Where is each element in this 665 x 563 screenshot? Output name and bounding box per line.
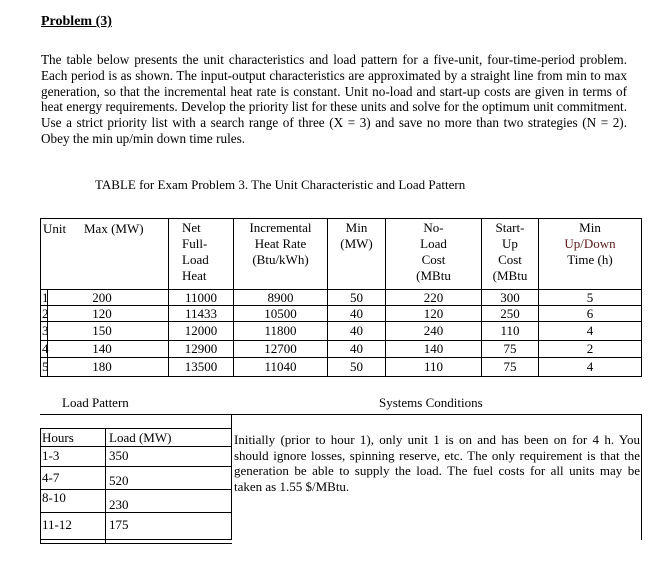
cell-unit: 5 xyxy=(42,359,49,374)
cell-min: 40 xyxy=(350,341,363,356)
cell-load: 350 xyxy=(109,448,129,463)
table-border-right xyxy=(641,218,642,377)
col-divider xyxy=(40,218,41,377)
cell-max: 140 xyxy=(92,341,112,356)
cell-net: 12000 xyxy=(184,323,218,338)
cell-unit: 3 xyxy=(42,323,49,338)
cell-load: 230 xyxy=(109,497,129,512)
header-start-up-cost: Start- Up Cost (MBtu xyxy=(492,220,528,283)
lp-row-divider xyxy=(40,512,232,513)
cell-startup: 110 xyxy=(500,323,520,338)
cell-updown: 2 xyxy=(586,341,594,356)
cell-noload: 220 xyxy=(423,290,444,305)
cell-min: 50 xyxy=(350,359,363,374)
lp-header-load: Load (MW) xyxy=(109,430,172,445)
cell-load: 175 xyxy=(109,517,129,532)
cell-noload: 110 xyxy=(423,359,444,374)
cell-incr: 11800 xyxy=(264,323,297,338)
cell-min: 40 xyxy=(350,306,363,321)
table-caption: TABLE for Exam Problem 3. The Unit Characteristic and Load Pattern xyxy=(95,177,466,192)
cell-hours: 8-10 xyxy=(42,490,66,505)
cell-max: 150 xyxy=(92,323,112,338)
lp-row-divider xyxy=(40,446,232,447)
lp-border-double xyxy=(40,543,232,544)
cell-max: 180 xyxy=(92,359,112,374)
cell-hours: 4-7 xyxy=(42,470,60,485)
cell-startup: 250 xyxy=(500,306,520,321)
problem-title: Problem (3) xyxy=(41,14,112,29)
system-conditions-title: Systems Conditions xyxy=(379,395,483,410)
lower-section-right-border xyxy=(641,414,642,540)
header-min-up-down-time: Min Up/Down Time (h) xyxy=(564,220,616,267)
cell-hours: 11-12 xyxy=(42,517,72,532)
cell-max: 200 xyxy=(92,290,112,305)
lower-section-divider xyxy=(231,414,232,540)
lower-section-top-rule xyxy=(40,414,642,415)
lp-border-left xyxy=(40,428,41,544)
cell-incr: 10500 xyxy=(264,306,297,321)
cell-incr: 8900 xyxy=(267,290,294,305)
cell-noload: 140 xyxy=(423,341,444,356)
lp-border-bottom xyxy=(40,539,232,540)
cell-net: 12900 xyxy=(184,341,218,356)
cell-min: 50 xyxy=(350,290,363,305)
cell-updown: 5 xyxy=(586,290,594,305)
cell-noload: 240 xyxy=(423,323,444,338)
cell-net: 11000 xyxy=(184,290,218,305)
table-border-top xyxy=(40,218,642,219)
system-conditions-text: Initially (prior to hour 1), only unit 1 is on and has been on for 4 h. You should ignore losses, spinning reserve, etc. The only requirement is that the generation be able to supply the load. The fuel costs for all units may be taken as 1.55 $/MBtu. xyxy=(234,432,640,494)
cell-min: 40 xyxy=(350,323,363,338)
cell-updown: 4 xyxy=(586,323,594,338)
cell-load: 520 xyxy=(109,473,129,488)
header-incremental-heat-rate: Incremental Heat Rate (Btu/kWh) xyxy=(249,220,312,267)
cell-noload: 120 xyxy=(423,306,444,321)
lp-row-divider xyxy=(40,466,232,467)
cell-startup: 300 xyxy=(500,290,520,305)
cell-max: 120 xyxy=(92,306,112,321)
cell-unit: 2 xyxy=(42,306,49,321)
row-divider xyxy=(40,321,642,322)
cell-unit: 1 xyxy=(42,290,49,305)
problem-description: The table below presents the unit characteristics and load pattern for a five-unit, four-time-period problem. Each period is as shown. The input-output characteristics are approximated by a straight line from min to max generation, so that the incremental heat rate is constant. Unit no-load and start-up costs are given in terms of heat energy requirements. Develop the priority list for these units and solve for the optimum unit commitment. Use a strict priority list with a search range of three (X = 3) and save no more than two strategies (N = 2). Obey the min up/min down time rules. xyxy=(41,52,627,146)
cell-startup: 75 xyxy=(503,359,517,374)
header-max: Max (MW) xyxy=(84,221,144,236)
lp-header-hours: Hours xyxy=(42,430,74,445)
row-divider xyxy=(40,357,642,358)
cell-incr: 12700 xyxy=(264,341,297,356)
header-unit: Unit xyxy=(43,221,67,236)
header-no-load-cost: No- Load Cost (MBtu xyxy=(416,220,451,283)
header-net-full-load-heat: Net Full- Load Heat xyxy=(182,220,209,283)
header-min-mw: Min (MW) xyxy=(340,220,373,251)
lp-row-divider xyxy=(40,489,232,490)
cell-updown: 6 xyxy=(586,306,594,321)
cell-updown: 4 xyxy=(586,359,594,374)
cell-startup: 75 xyxy=(503,341,517,356)
cell-incr: 11040 xyxy=(264,359,297,374)
cell-net: 11433 xyxy=(184,306,218,321)
lp-col-divider xyxy=(105,428,106,544)
table-border-bottom xyxy=(40,376,642,377)
load-pattern-title: Load Pattern xyxy=(62,395,129,410)
lp-border-top xyxy=(40,428,232,429)
cell-net: 13500 xyxy=(184,359,218,374)
cell-hours: 1-3 xyxy=(42,448,60,463)
cell-unit: 4 xyxy=(42,341,49,356)
